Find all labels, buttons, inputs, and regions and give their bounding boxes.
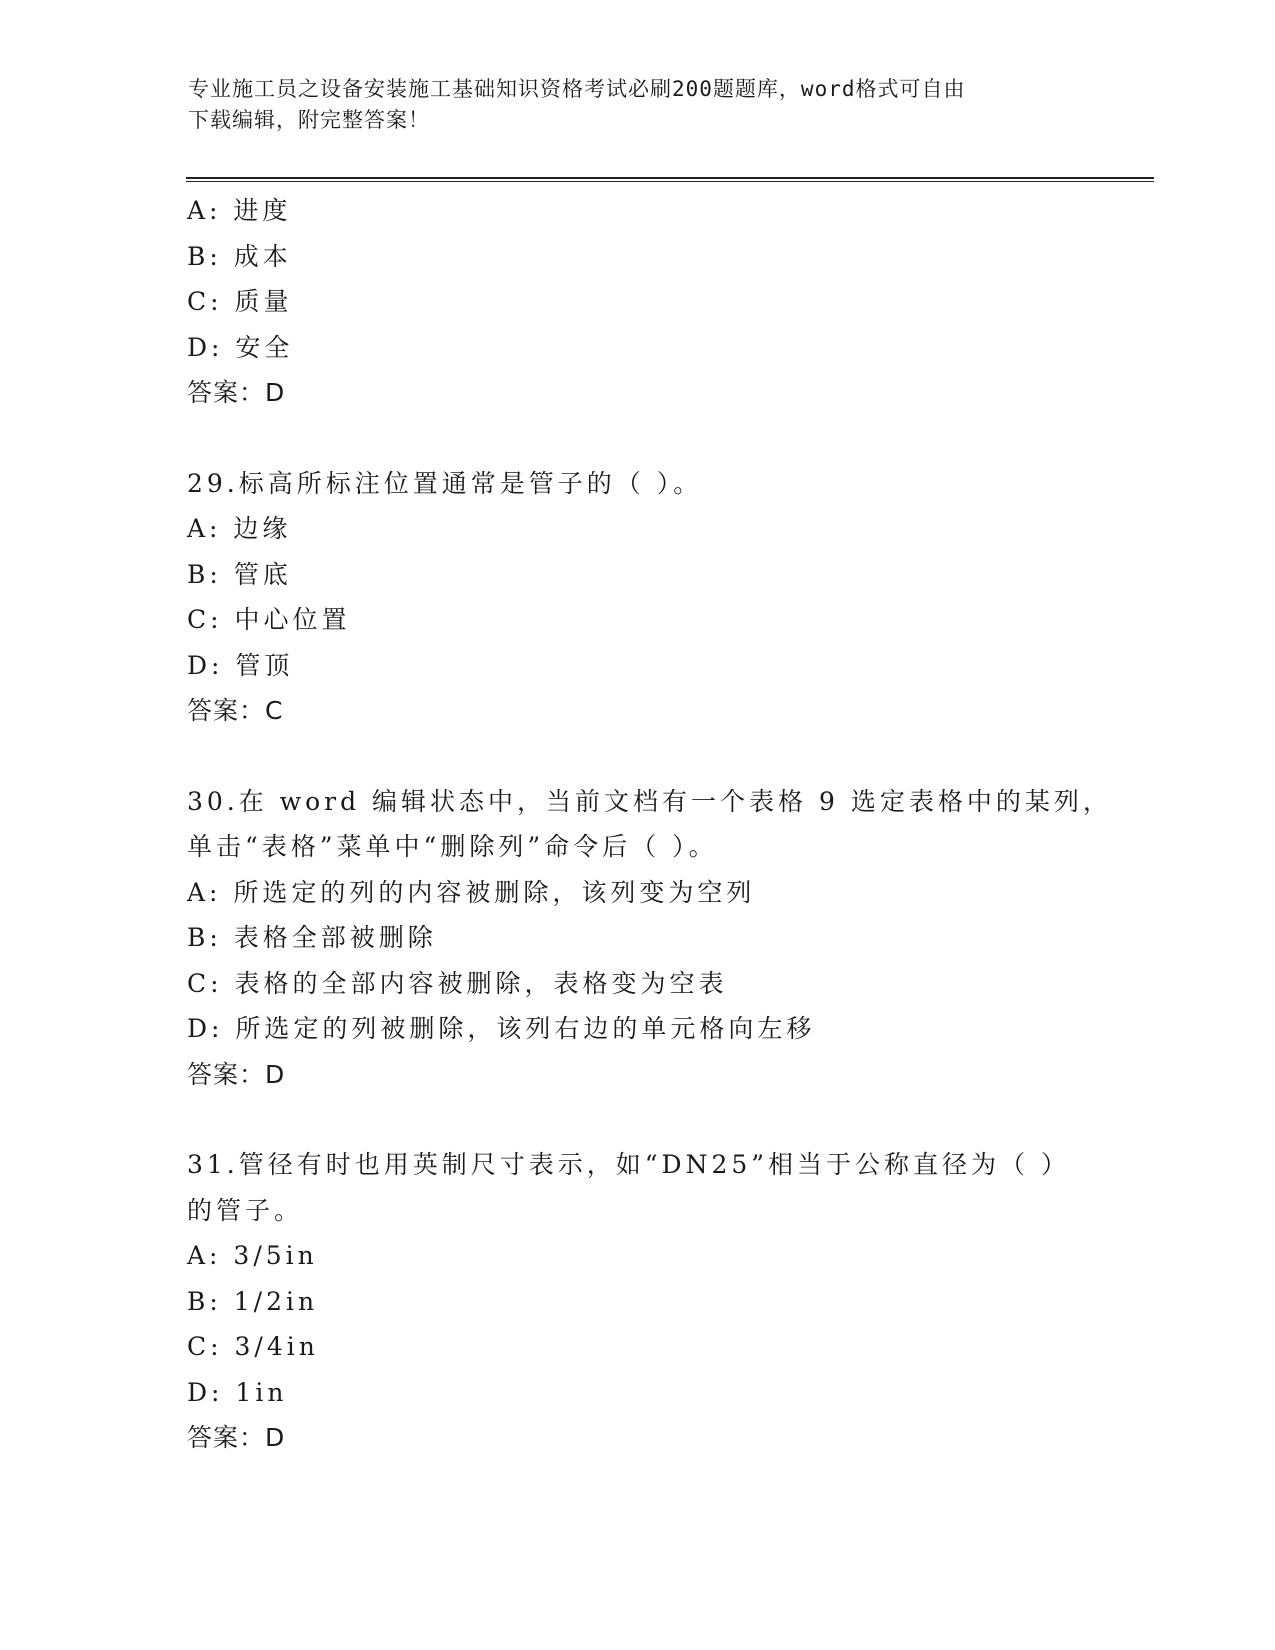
question-stem: 29.标高所标注位置通常是管子的（ ）。 <box>187 468 703 498</box>
question-31 <box>187 1142 1167 1461</box>
question-list <box>187 188 1167 1461</box>
option-c: C: 3/4in <box>187 1332 319 1361</box>
option-d: D: 1in <box>187 1377 288 1407</box>
option-c: C: 表格的全部内容被删除，表格变为空表 <box>187 968 728 998</box>
option-a: A: 3/5in <box>187 1241 318 1270</box>
option-d: D: 管顶 <box>187 650 294 680</box>
answer-line: 答案：D <box>187 1423 286 1452</box>
question-28-continued <box>187 188 1167 416</box>
option-a: A: 所选定的列的内容被删除，该列变为空列 <box>187 877 756 907</box>
answer-line: 答案：C <box>187 696 284 725</box>
question-stem-continued: 的管子。 <box>187 1195 304 1225</box>
question-stem: 31.管径有时也用英制尺寸表示，如“DN25”相当于公称直径为（ ） <box>187 1150 1070 1179</box>
question-30 <box>187 779 1167 1098</box>
option-b: B: 1/2in <box>187 1286 319 1316</box>
option-c: C: 中心位置 <box>187 605 351 634</box>
option-b: B: 成本 <box>187 241 292 271</box>
option-a: A: 进度 <box>187 196 292 225</box>
option-b: B: 表格全部被删除 <box>187 923 437 952</box>
spacer <box>187 734 1167 779</box>
answer-line: 答案：D <box>187 378 286 407</box>
header-line-2: 下载编辑，附完整答案！ <box>188 108 430 132</box>
option-d: D: 安全 <box>187 332 294 362</box>
question-stem: 30.在 word 编辑状态中，当前文档有一个表格 9 选定表格中的某列， <box>187 786 1112 816</box>
question-29 <box>187 461 1167 734</box>
document-header <box>188 74 1068 136</box>
option-d: D: 所选定的列被删除，该列右边的单元格向左移 <box>187 1014 816 1043</box>
spacer <box>187 416 1167 461</box>
option-a: A: 边缘 <box>187 514 292 543</box>
option-c: C: 质量 <box>187 287 293 316</box>
header-divider <box>186 177 1154 182</box>
answer-line: 答案：D <box>187 1059 286 1089</box>
option-b: B: 管底 <box>187 559 292 589</box>
header-line-1: 专业施工员之设备安装施工基础知识资格考试必刷200题题库，word格式可自由 <box>188 77 966 101</box>
spacer <box>187 1097 1167 1142</box>
question-stem-continued: 单击“表格”菜单中“删除列”命令后（ ）。 <box>187 832 718 861</box>
